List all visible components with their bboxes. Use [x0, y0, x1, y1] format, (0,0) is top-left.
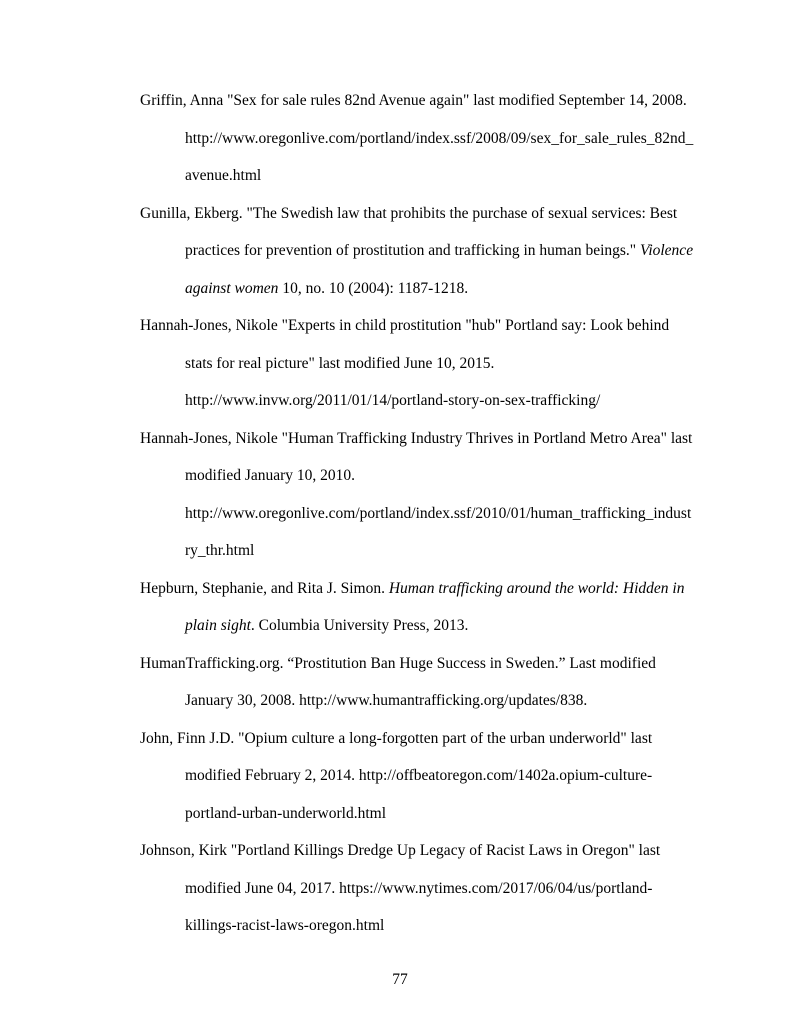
entry-line [140, 570, 740, 608]
entry-line [140, 495, 740, 533]
entry-text: Hepburn, Stephanie, and Rita J. Simon. [140, 579, 389, 597]
entry-text: killings-racist-laws-oregon.html [185, 917, 385, 934]
entry-line [140, 307, 740, 345]
entry-line [140, 232, 740, 270]
entry-text: John, Finn J.D. "Opium culture a long-forgotten part of the urban underworld" last [140, 729, 653, 747]
entry-text: http://www.invw.org/2011/01/14/portland-story-on-sex-trafficking/ [185, 392, 601, 409]
entry-line [140, 682, 740, 720]
bibliography-entry [140, 420, 740, 570]
entry-line [140, 195, 740, 233]
entry-line [140, 757, 740, 795]
entry-line [140, 82, 740, 120]
bibliography-entry [140, 645, 740, 720]
entry-line [140, 532, 740, 570]
entry-line [140, 157, 740, 195]
entry-text-italic: Violence [640, 242, 694, 259]
bibliography-entry [140, 195, 740, 308]
entry-line [140, 907, 740, 945]
entry-text: stats for real picture" last modified June 10, 2015. [185, 354, 495, 372]
bibliography-entry [140, 82, 740, 195]
entry-text: Hannah-Jones, Nikole "Human Trafficking Industry Thrives in Portland Metro Area" last [140, 429, 693, 447]
entry-line [140, 720, 740, 758]
entry-line [140, 645, 740, 683]
entry-line [140, 345, 740, 383]
entry-text: ry_thr.html [185, 542, 255, 559]
entry-line [140, 270, 740, 308]
entry-text: . Columbia University Press, 2013. [250, 617, 469, 634]
bibliography-entry [140, 832, 740, 945]
entry-line [140, 382, 740, 420]
entry-text-italic: against women [185, 279, 279, 297]
entry-text: modified February 2, 2014. http://offbeatoregon.com/1402a.opium-culture- [185, 767, 653, 784]
entry-line [140, 795, 740, 833]
entry-text-italic: plain sight [185, 617, 251, 634]
entry-text: http://www.oregonlive.com/portland/index.ssf/2010/01/human_trafficking_indust [185, 504, 692, 522]
entry-line [140, 420, 740, 458]
entry-line [140, 870, 740, 908]
entry-line [140, 120, 740, 158]
entry-line [140, 832, 740, 870]
entry-text: modified June 04, 2017. https://www.nytimes.com/2017/06/04/us/portland- [185, 879, 653, 897]
entry-text: HumanTrafficking.org. “Prostitution Ban Huge Success in Sweden.” Last modified [140, 654, 656, 672]
entry-text: Gunilla, Ekberg. "The Swedish law that prohibits the purchase of sexual services: Best [140, 204, 678, 222]
entry-text-italic: Human trafficking around the world: Hidden in [388, 579, 685, 597]
entry-text: portland-urban-underworld.html [185, 804, 387, 822]
entry-text: practices for prevention of prostitution and trafficking in human beings." [185, 242, 640, 259]
entry-text: Griffin, Anna "Sex for sale rules 82nd Avenue again" last modified September 14, 2008. [140, 92, 687, 109]
entry-text: Johnson, Kirk "Portland Killings Dredge Up Legacy of Racist Laws in Oregon" last [140, 842, 661, 859]
entry-text: 10, no. 10 (2004): 1187-1218. [278, 279, 469, 297]
entry-text: http://www.oregonlive.com/portland/index.ssf/2008/09/sex_for_sale_rules_82nd_ [185, 129, 694, 147]
entry-text: modified January 10, 2010. [185, 467, 356, 484]
entry-line [140, 607, 740, 645]
bibliography-entry [140, 570, 740, 645]
entry-line [140, 457, 740, 495]
bibliography-entry [140, 720, 740, 833]
bibliography-entry [140, 307, 740, 420]
entry-text: Hannah-Jones, Nikole "Experts in child prostitution "hub" Portland say: Look behind [140, 317, 670, 334]
entry-text: January 30, 2008. http://www.humantrafficking.org/updates/838. [185, 692, 588, 709]
entry-text: avenue.html [185, 167, 262, 184]
bibliography [140, 82, 740, 945]
page-number: 77 [392, 971, 408, 988]
